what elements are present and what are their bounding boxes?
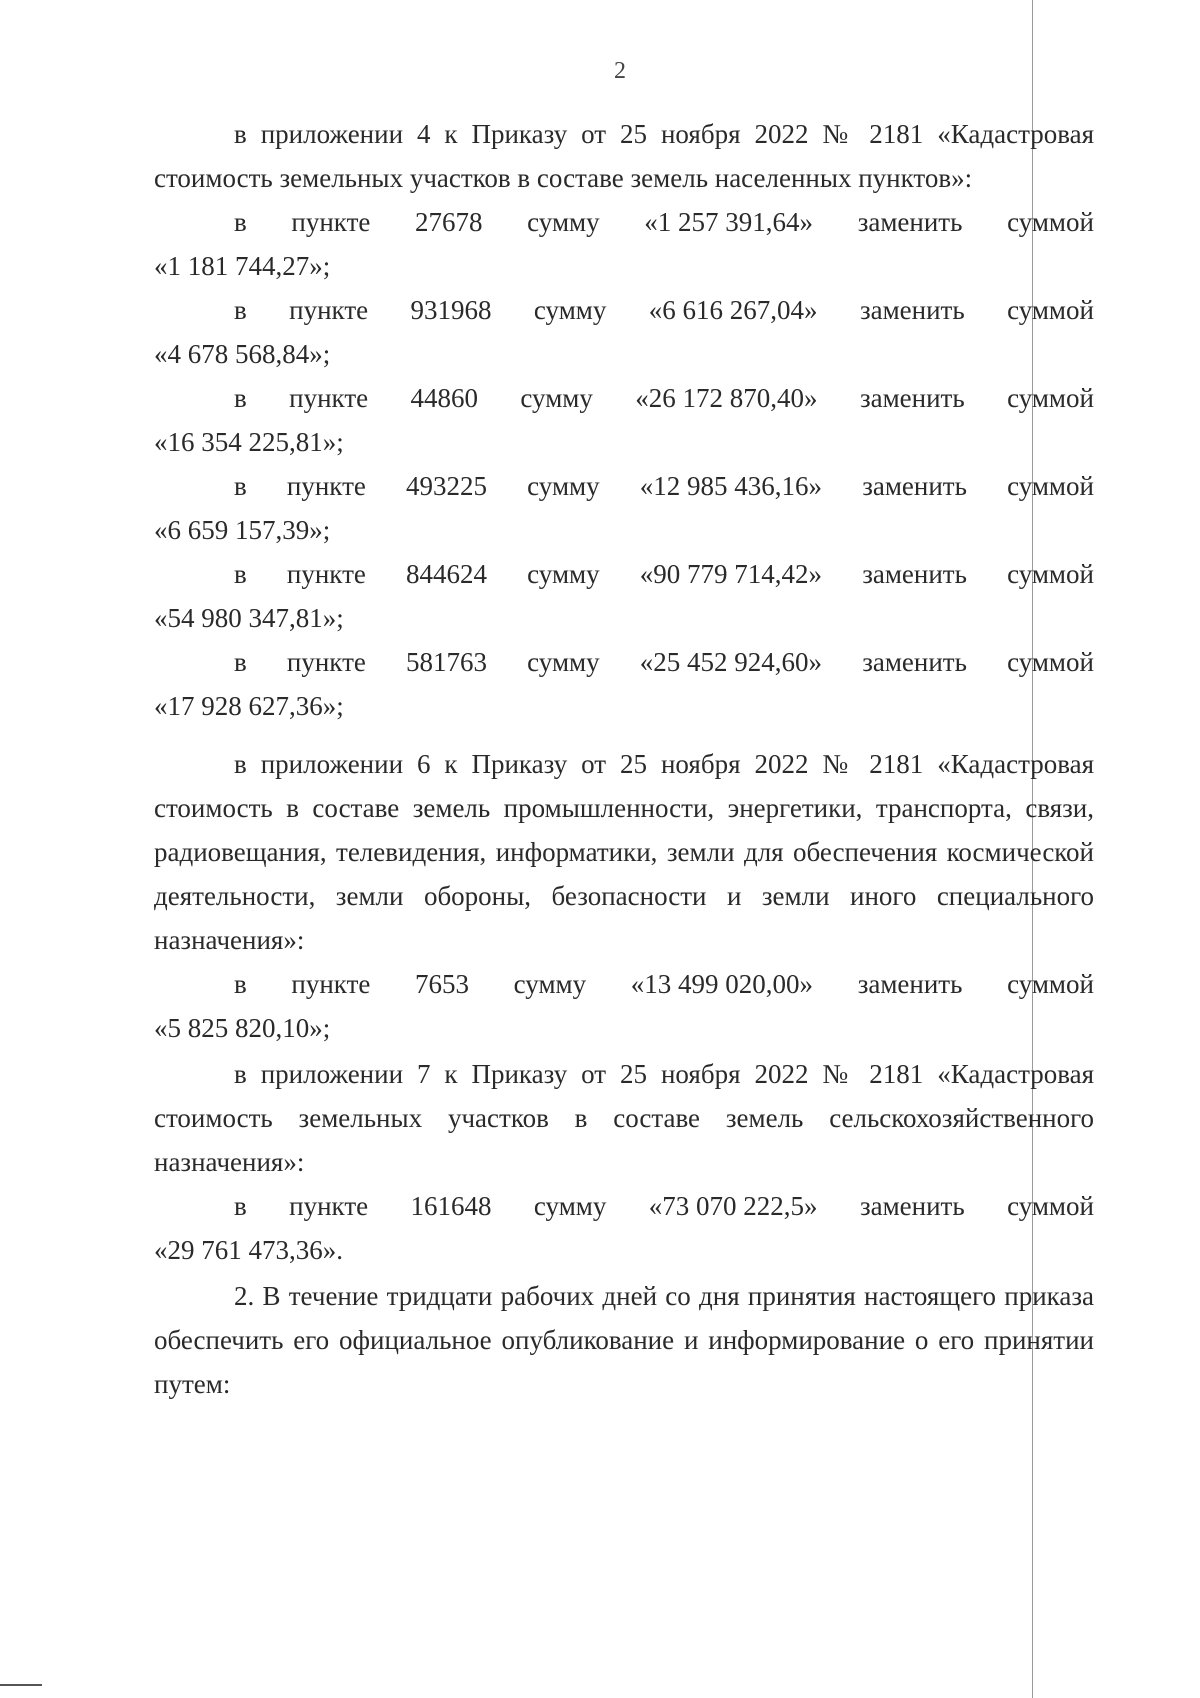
item-word-punkt: пункте — [286, 559, 366, 589]
item-word-replace: заменить — [859, 1191, 965, 1221]
amendment-item — [154, 376, 1094, 464]
appendix4-items — [154, 200, 1094, 728]
amendment-item — [154, 962, 1094, 1050]
item-number: 161648 — [410, 1191, 492, 1221]
amendment-line — [154, 962, 1094, 1006]
item-word-with: суммой — [1007, 295, 1094, 325]
item-old-value: «12 985 436,16» — [639, 471, 823, 501]
item-number: 931968 — [410, 295, 492, 325]
item-word-replace: заменить — [862, 647, 967, 677]
item-new-value: «29 761 473,36». — [154, 1235, 343, 1265]
scan-corner-mark — [0, 1684, 42, 1686]
item-old-value: «73 070 222,5» — [648, 1191, 818, 1221]
item-word-summu: сумму — [533, 295, 607, 325]
item-word-summu: сумму — [527, 207, 600, 237]
item-new-value: «1 181 744,27»; — [154, 251, 331, 281]
item-number: 844624 — [406, 559, 488, 589]
item-word-punkt: пункте — [289, 295, 369, 325]
amendment-line — [154, 464, 1094, 508]
item-new-value: «16 354 225,81»; — [154, 427, 344, 457]
amendment-item — [154, 1184, 1094, 1272]
item-word-summu: сумму — [533, 1191, 607, 1221]
item-word-with: суммой — [1007, 969, 1094, 999]
item-word-with: суммой — [1007, 207, 1094, 237]
amendment-item — [154, 200, 1094, 288]
item-prefix: в — [234, 647, 247, 677]
item-prefix: в — [234, 207, 247, 237]
item-old-value: «1 257 391,64» — [644, 207, 814, 237]
appendix6-items — [154, 962, 1094, 1050]
appendix6-section — [154, 742, 1094, 962]
appendix7-items — [154, 1184, 1094, 1272]
item-number: 581763 — [406, 647, 488, 677]
item-number: 493225 — [406, 471, 488, 501]
item-prefix: в — [234, 383, 247, 413]
amendment-line — [154, 200, 1094, 244]
item-word-punkt: пункте — [291, 207, 371, 237]
item-prefix: в — [234, 1191, 247, 1221]
item-word-with: суммой — [1007, 647, 1094, 677]
amendment-line — [154, 376, 1094, 420]
amendment-line — [154, 1184, 1094, 1228]
appendix6-intro: в приложении 6 к Приказу от 25 ноября 2022 № 2181 «Кадастровая стоимость в составе земель промышленности, энергетики, транспорта, связи, радиовещания, телевидения, информатики, земли для обеспечения космической деятельности, земли обороны, безопасности и земли иного специального назначения»: — [154, 749, 1094, 955]
item-old-value: «26 172 870,40» — [635, 383, 818, 413]
item-word-replace: заменить — [862, 559, 967, 589]
clause2-section — [154, 1274, 1094, 1406]
item-new-value: «6 659 157,39»; — [154, 515, 331, 545]
amendment-item — [154, 640, 1094, 728]
item-prefix: в — [234, 471, 247, 501]
item-new-value: «4 678 568,84»; — [154, 339, 331, 369]
item-word-replace: заменить — [857, 207, 963, 237]
appendix7-section — [154, 1052, 1094, 1184]
item-word-with: суммой — [1007, 559, 1094, 589]
amendment-item — [154, 464, 1094, 552]
amendment-line — [154, 640, 1094, 684]
item-word-punkt: пункте — [289, 383, 369, 413]
item-word-with: суммой — [1007, 1191, 1094, 1221]
item-new-value: «54 980 347,81»; — [154, 603, 344, 633]
amendment-item — [154, 552, 1094, 640]
item-prefix: в — [234, 559, 247, 589]
appendix4-intro: в приложении 4 к Приказу от 25 ноября 2022 № 2181 «Кадастровая стоимость земельных участков в составе земель населенных пунктов»: — [154, 119, 1094, 193]
item-number: 7653 — [415, 969, 470, 999]
item-new-value: «17 928 627,36»; — [154, 691, 344, 721]
page-number: 2 — [614, 58, 626, 84]
item-new-value: «5 825 820,10»; — [154, 1013, 331, 1043]
item-word-replace: заменить — [859, 383, 965, 413]
item-prefix: в — [234, 295, 247, 325]
item-word-summu: сумму — [513, 969, 587, 999]
item-word-summu: сумму — [527, 471, 600, 501]
amendment-item — [154, 288, 1094, 376]
item-old-value: «6 616 267,04» — [648, 295, 818, 325]
item-word-punkt: пункте — [286, 471, 366, 501]
item-number: 27678 — [415, 207, 483, 237]
appendix7-intro: в приложении 7 к Приказу от 25 ноября 2022 № 2181 «Кадастровая стоимость земельных участков в составе земель сельскохозяйственного назначения»: — [154, 1059, 1094, 1177]
item-word-replace: заменить — [859, 295, 965, 325]
item-number: 44860 — [410, 383, 479, 413]
item-word-replace: заменить — [857, 969, 963, 999]
item-prefix: в — [234, 969, 247, 999]
appendix4-section — [154, 112, 1094, 200]
amendment-line — [154, 288, 1094, 332]
amendment-line — [154, 552, 1094, 596]
clause2-text: 2. В течение тридцати рабочих дней со дня принятия настоящего приказа обеспечить его официальное опубликование и информирование о его принятии путем: — [154, 1281, 1094, 1399]
item-old-value: «90 779 714,42» — [639, 559, 823, 589]
item-word-summu: сумму — [527, 647, 600, 677]
item-word-with: суммой — [1007, 471, 1094, 501]
item-old-value: «13 499 020,00» — [630, 969, 814, 999]
item-word-replace: заменить — [862, 471, 967, 501]
item-word-punkt: пункте — [289, 1191, 369, 1221]
item-word-summu: сумму — [527, 559, 600, 589]
item-word-punkt: пункте — [291, 969, 371, 999]
item-word-summu: сумму — [520, 383, 593, 413]
item-word-punkt: пункте — [286, 647, 366, 677]
item-old-value: «25 452 924,60» — [639, 647, 823, 677]
item-word-with: суммой — [1007, 383, 1094, 413]
